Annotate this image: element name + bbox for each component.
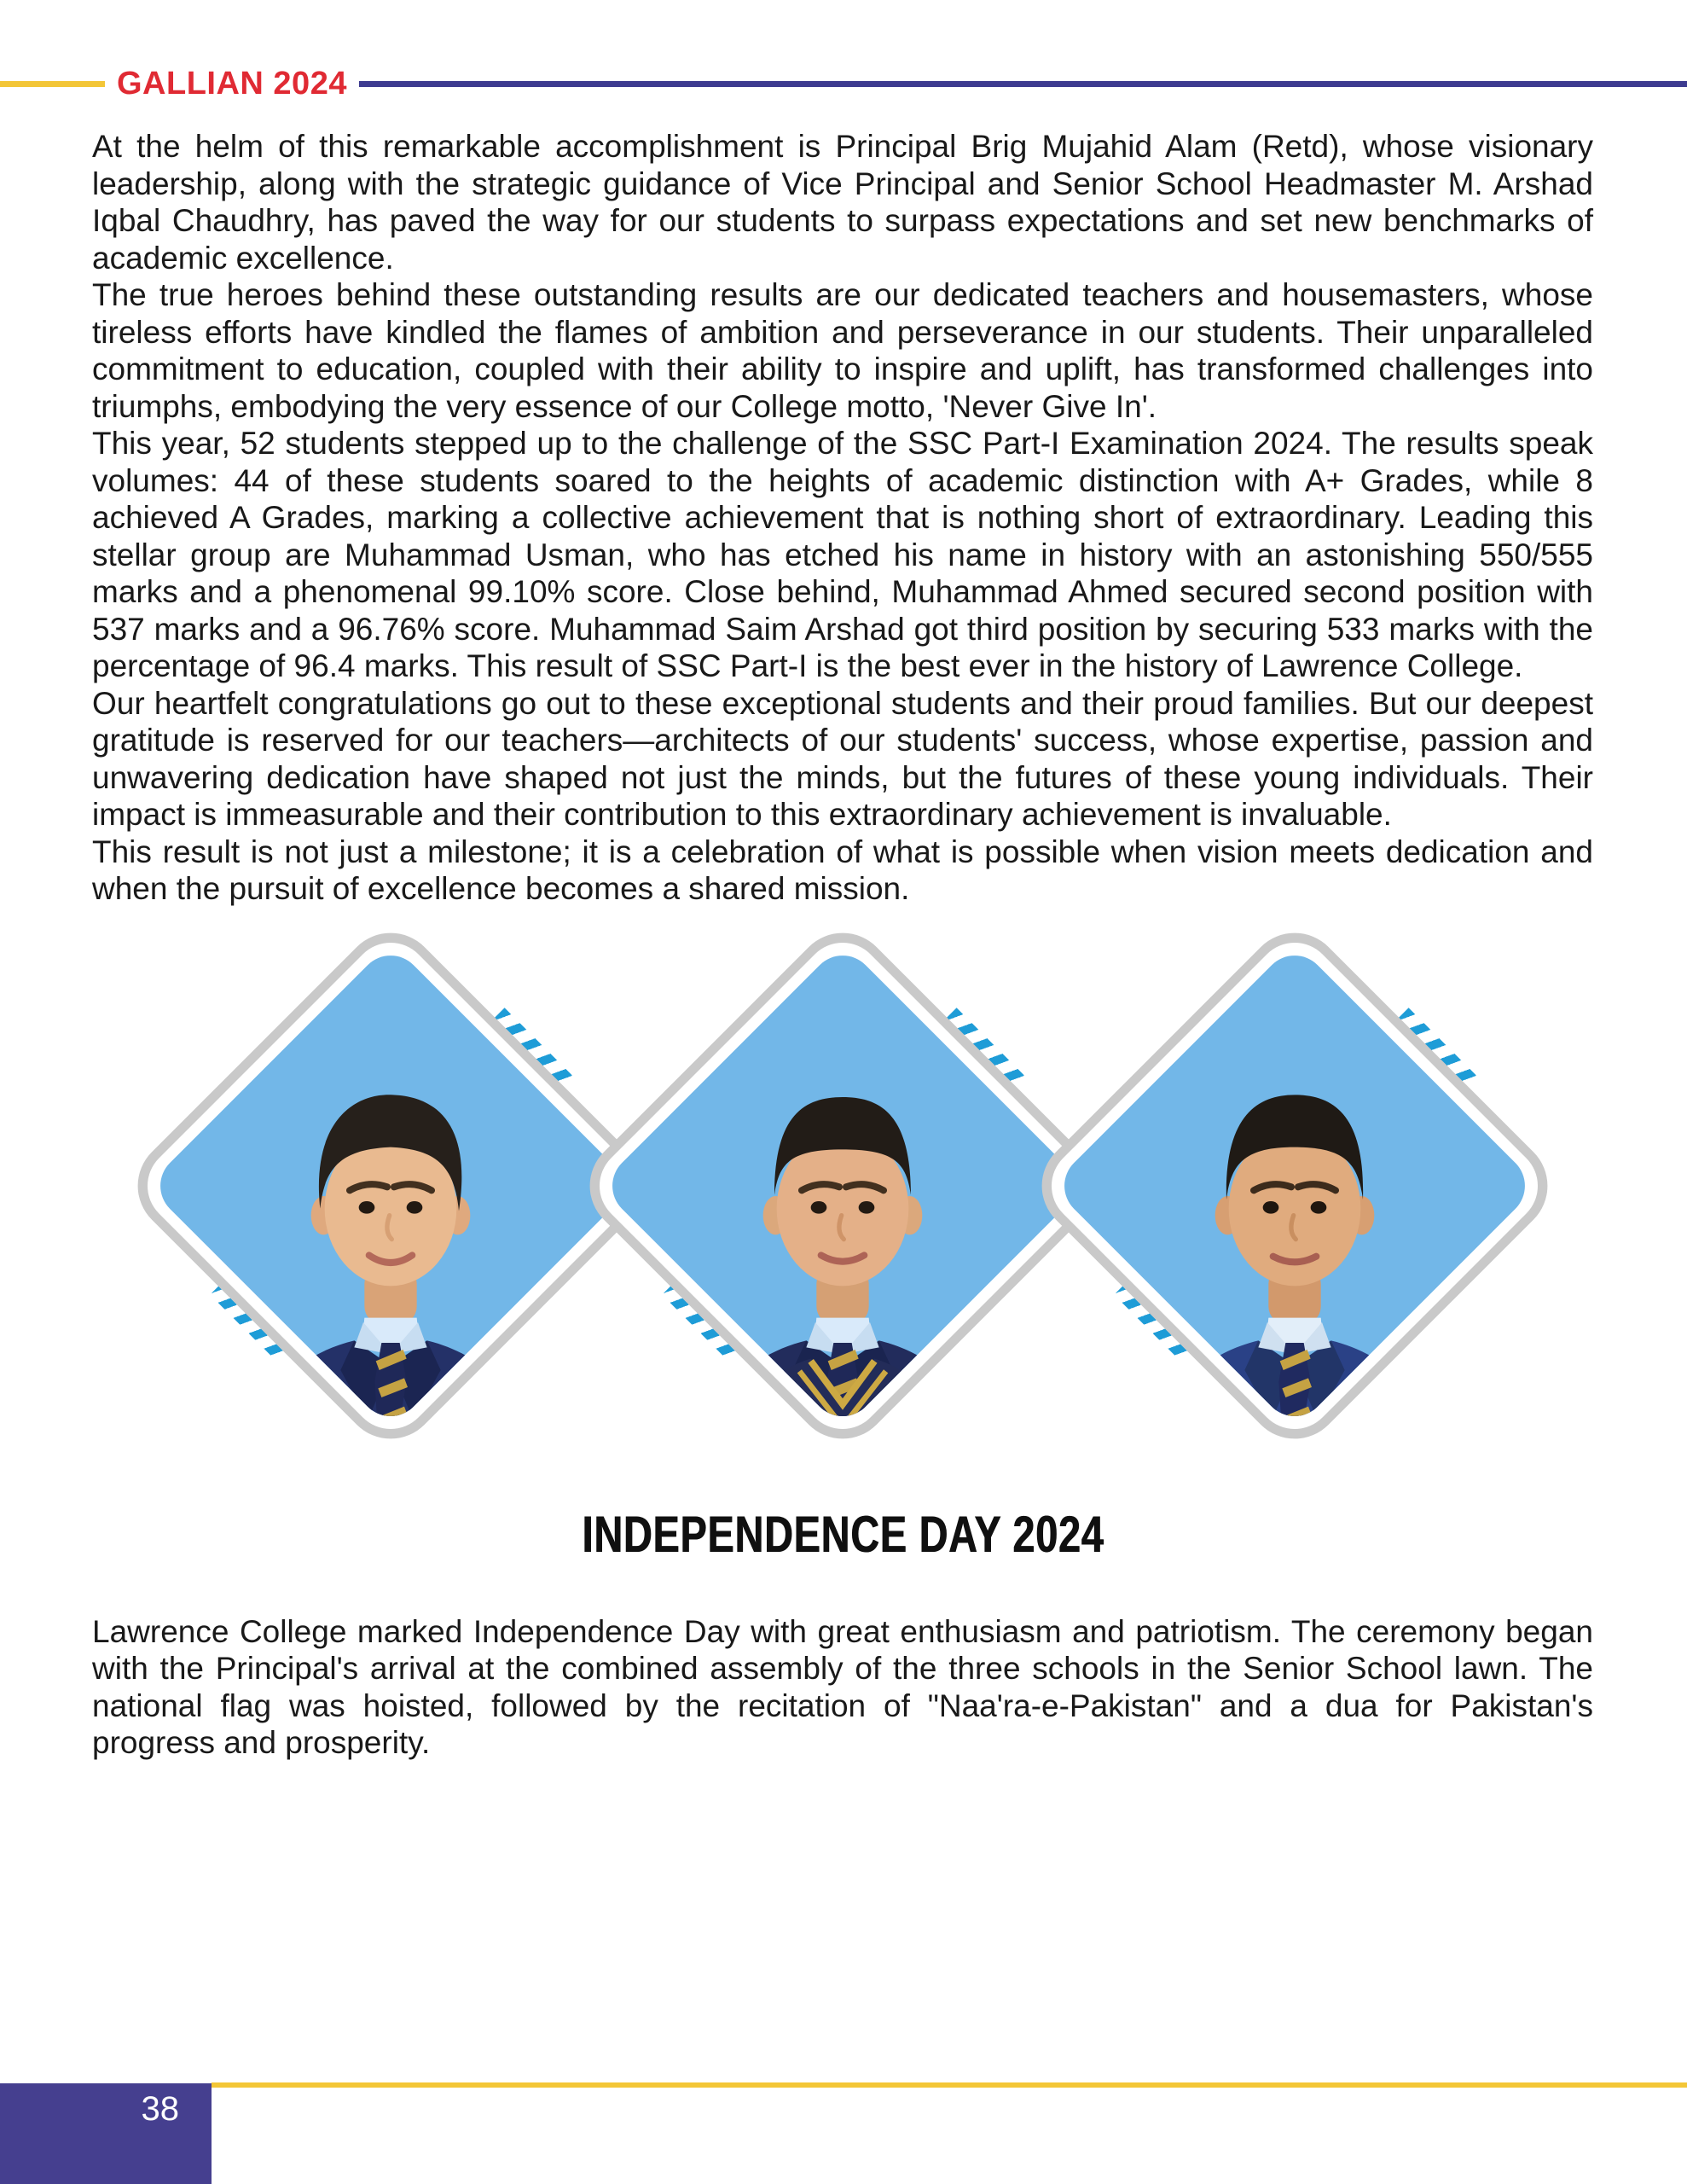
header-rule-yellow	[0, 81, 105, 87]
article-body	[92, 0, 1593, 1762]
paragraph-1: At the helm of this remarkable accomplishment is Principal Brig Mujahid Alam (Retd), whose visionary leadership, along with the strategic guidance of Vice Principal and Senior School Headmaster M. Arshad Iqbal Chaudhry, has paved the way for our students to surpass expectations and set new benchmarks of academic excellence.	[92, 129, 1593, 276]
footer-rule-yellow	[212, 2082, 1687, 2088]
page-number: 38	[141, 2090, 179, 2128]
paragraph-5: This result is not just a milestone; it is a celebration of what is possible when vision meets dedication and when the pursuit of excellence becomes a shared mission.	[92, 834, 1593, 906]
paragraph-2: The true heroes behind these outstanding results are our dedicated teachers and housemasters, whose tireless efforts have kindled the flames of ambition and perseverance in our students. Their unparalleled commitment to education, coupled with their ability to inspire and uplift, has transformed challenges into triumphs, embodying the very essence of our College motto, 'Never Give In'.	[92, 277, 1593, 424]
paragraph-3: This year, 52 students stepped up to the challenge of the SSC Part-I Examination 2024. The results speak volumes: 44 of these students soared to the heights of academic distinction with A+ Grades, while 8 achieved A Grades, marking a collective achievement that is nothing short of extraordinary. Leading this stellar group are Muhammad Usman, who has etched his name in history with an astonishing 550/555 marks and a phenomenal 99.10% score. Close behind, Muhammad Ahmed secured second position with 537 marks and a 96.76% score. Muhammad Saim Arshad got third position by securing 533 marks with the percentage of 96.4 marks. This result of SSC Part-I is the best ever in the history of Lawrence College.	[92, 426, 1593, 683]
student-photo-1	[220, 1049, 561, 1430]
section-heading-text: INDEPENDENCE DAY 2024	[581, 1505, 1104, 1563]
section-heading	[92, 1505, 1593, 1564]
student-portrait-frame-3	[1022, 913, 1568, 1459]
page-number-box	[0, 2083, 212, 2184]
student-photo-row	[92, 913, 1593, 1459]
paragraph-4: Our heartfelt congratulations go out to these exceptional students and their proud families. But our deepest gratitude is reserved for our teachers—architects of our students' success, whose expertise, passion and unwavering dedication have shaped not just the minds, but the futures of these young individuals. Their impact is immeasurable and their contribution to this extraordinary achievement is invaluable.	[92, 685, 1593, 832]
student-photo-3	[1124, 1049, 1465, 1430]
student-photo-2	[672, 1049, 1013, 1430]
page-title: GALLIAN 2024	[117, 65, 347, 102]
diamond-border	[1022, 913, 1567, 1458]
independence-paragraph: Lawrence College marked Independence Day with great enthusiasm and patriotism. The ceremony began with the Principal's arrival at the combined assembly of the three schools in the Senior School lawn. The national flag was hoisted, followed by the recitation of "Naa'ra-e-Pakistan" and a dua for Pakistan's progress and prosperity.	[92, 1613, 1593, 1760]
